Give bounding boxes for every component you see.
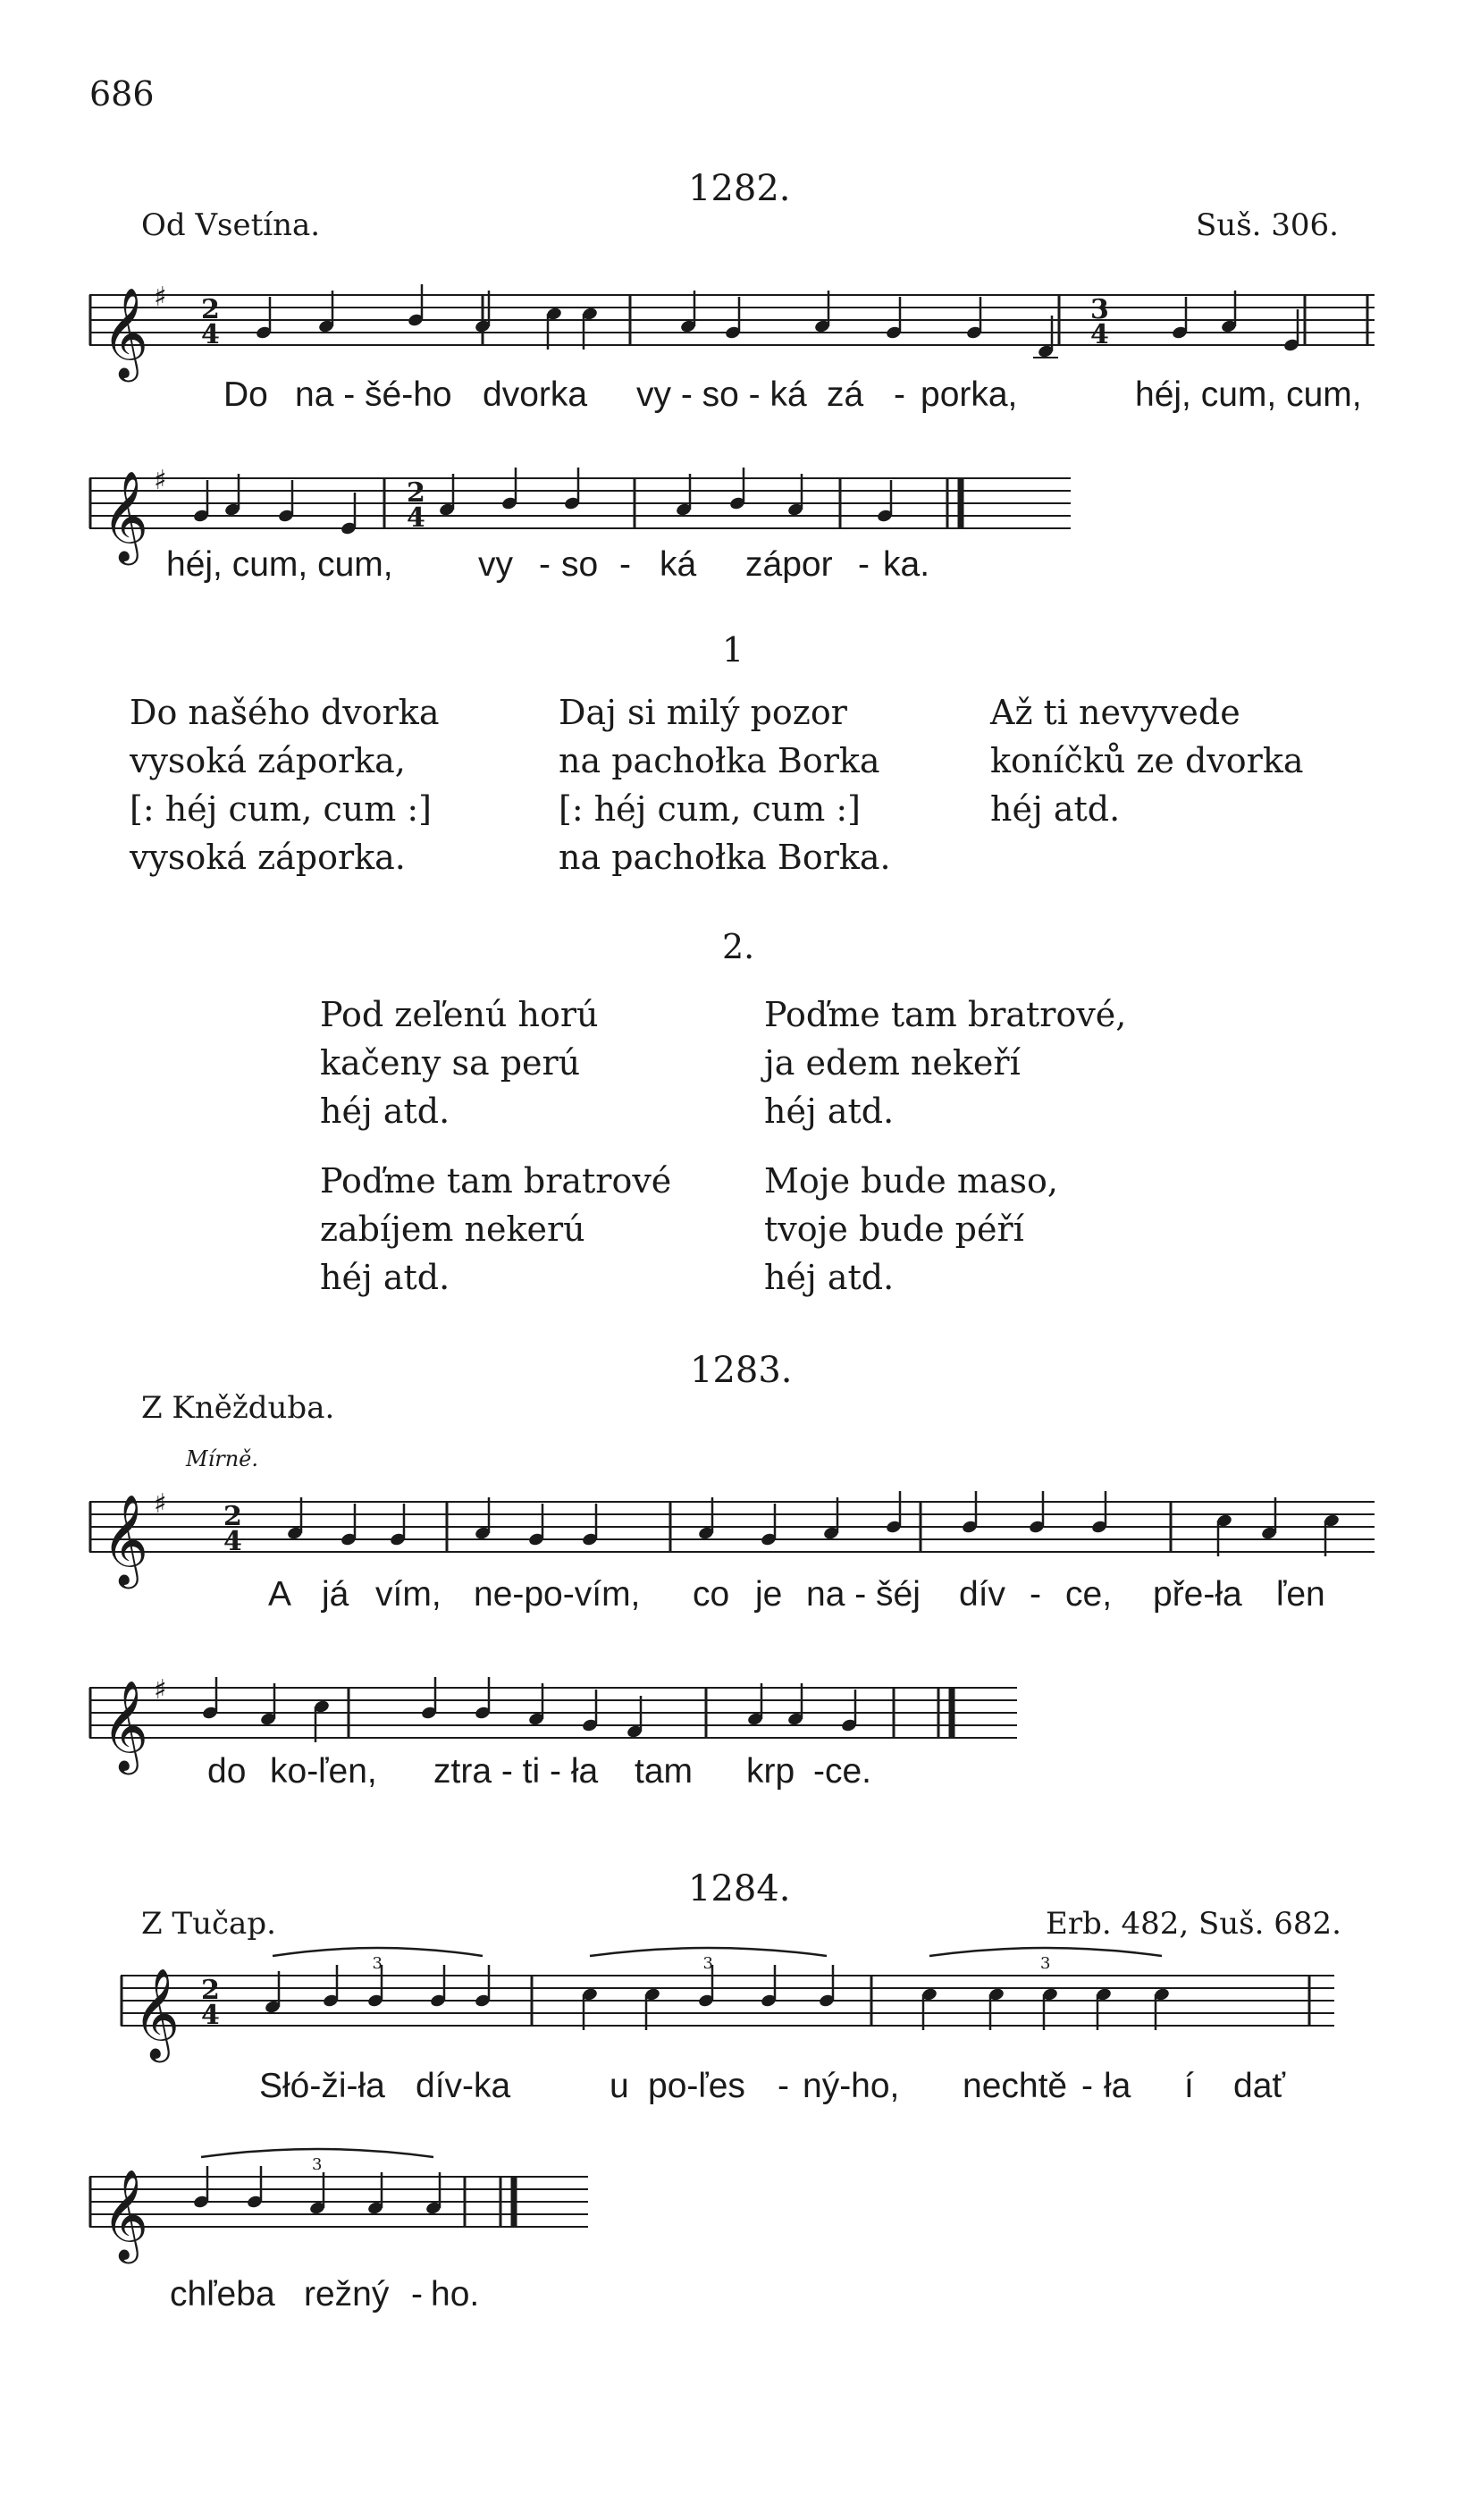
verse-line: zabíjem nekerú: [320, 1209, 585, 1249]
lyric-syllable: vím,: [375, 1575, 441, 1614]
verse-line: Moje bude maso,: [764, 1161, 1058, 1201]
stanza-column: [320, 990, 671, 1302]
music-staff-1283-line1: [89, 1475, 1376, 1585]
stanza-column: [764, 990, 1126, 1302]
lyric-syllable: pře-ła: [1153, 1575, 1242, 1614]
lyrics-line: [0, 2275, 1463, 2320]
lyric-syllable: héj, cum, cum,: [166, 545, 393, 584]
stanza-column: [130, 688, 440, 881]
verse-spacer: [764, 1135, 1126, 1157]
lyric-syllable: já: [322, 1575, 349, 1614]
lyric-syllable: na - šéj: [806, 1575, 921, 1614]
verse-line: Poďme tam bratrové: [320, 1161, 672, 1201]
lyric-syllable: ła: [1104, 2067, 1131, 2105]
stanza-column: [559, 688, 891, 881]
music-staff-1284-line1: [121, 1949, 1336, 2065]
lyric-syllable: ho.: [431, 2275, 480, 2314]
page-number: 686: [89, 74, 155, 114]
time-signature-denominator: 4: [1090, 319, 1109, 350]
verse-line: héj atd.: [764, 1258, 895, 1297]
verse-line: vysoká záporka,: [130, 741, 406, 780]
lyric-syllable: vy: [478, 545, 513, 584]
treble-clef-icon: 𝄞: [102, 469, 149, 561]
music-staff-1284-line2: [89, 2150, 590, 2266]
stanza-label: 1: [722, 630, 744, 670]
verse-line: na pachołka Borka: [559, 741, 880, 780]
song-origin: Od Vsetína.: [141, 207, 321, 243]
lyric-syllable: vy - so - ká: [636, 375, 807, 414]
lyric-syllable: je: [755, 1575, 783, 1614]
key-signature-sharp-icon: ♯: [154, 465, 167, 496]
verse-line: ja edem nekeří: [764, 1043, 1021, 1083]
verse-line: koníčků ze dvorka: [990, 741, 1304, 780]
triplet-mark: 3: [372, 1954, 383, 1973]
lyric-syllable: -ce.: [813, 1752, 872, 1791]
lyric-syllable: -: [1081, 2067, 1093, 2105]
lyric-syllable: ka.: [883, 545, 930, 584]
lyric-syllable: héj, cum, cum,: [1135, 375, 1362, 414]
time-signature-denominator: 4: [201, 319, 220, 350]
triplet-mark: 3: [702, 1954, 713, 1973]
lyric-syllable: po-ľes: [648, 2067, 745, 2105]
song-number: 1283.: [690, 1350, 793, 1391]
song-origin: Z Tučap.: [141, 1906, 276, 1942]
verse-line: Poďme tam bratrové,: [764, 995, 1127, 1034]
song-reference: Erb. 482, Suš. 682.: [1046, 1906, 1341, 1942]
triplet-mark: 3: [312, 2155, 323, 2174]
lyric-syllable: porka,: [921, 375, 1018, 414]
lyric-syllable: krp: [746, 1752, 795, 1791]
lyric-syllable: ný-ho,: [803, 2067, 900, 2105]
lyrics-line: [0, 2067, 1463, 2111]
lyric-syllable: dív: [959, 1575, 1006, 1614]
lyric-syllable: ce,: [1065, 1575, 1113, 1614]
tempo-marking: Mírně.: [186, 1446, 259, 1471]
lyric-syllable: do: [207, 1752, 247, 1791]
key-signature-sharp-icon: ♯: [154, 1488, 167, 1520]
time-signature-numerator: 2: [223, 1501, 242, 1532]
treble-clef-icon: 𝄞: [102, 286, 149, 378]
lyric-syllable: -: [411, 2275, 423, 2314]
lyric-syllable: Do: [223, 375, 268, 414]
verse-line: Daj si milý pozor: [559, 693, 847, 732]
treble-clef-icon: 𝄞: [102, 1493, 149, 1585]
time-signature-denominator: 4: [201, 2000, 220, 2031]
time-signature-numerator: 2: [201, 1975, 220, 2006]
time-signature-numerator: 2: [201, 294, 220, 325]
verse-line: Až ti nevyvede: [990, 693, 1240, 732]
music-staff-1282-line2: [89, 451, 1072, 559]
verse-line: [: héj cum, cum :]: [130, 789, 432, 829]
song-number: 1282.: [688, 168, 791, 209]
lyric-syllable: chľeba: [170, 2275, 275, 2314]
lyric-syllable: -: [619, 545, 631, 584]
lyric-syllable: -: [778, 2067, 789, 2105]
lyric-syllable: u: [610, 2067, 629, 2105]
song-origin: Z Kněžduba.: [141, 1390, 335, 1426]
lyrics-line: [0, 1575, 1463, 1620]
lyric-syllable: zá: [827, 375, 864, 414]
lyric-syllable: zápor: [745, 545, 833, 584]
lyric-syllable: ne-po-vím,: [474, 1575, 641, 1614]
lyric-syllable: dať: [1233, 2067, 1286, 2105]
verse-line: kačeny sa perú: [320, 1043, 581, 1083]
lyric-syllable: í: [1184, 2067, 1194, 2105]
treble-clef-icon: 𝄞: [102, 2168, 149, 2260]
stanza-label: 2.: [722, 927, 755, 966]
lyric-syllable: ľen: [1276, 1575, 1325, 1614]
lyrics-line: [0, 375, 1463, 420]
stanza-column: [990, 688, 1304, 833]
verse-line: na pachołka Borka.: [559, 838, 891, 877]
key-signature-sharp-icon: ♯: [154, 282, 167, 313]
verse-line: héj atd.: [764, 1091, 895, 1131]
time-signature-denominator: 4: [223, 1526, 242, 1557]
lyric-syllable: so: [561, 545, 599, 584]
lyrics-line: [0, 545, 1463, 590]
lyric-syllable: A: [268, 1575, 292, 1614]
lyric-syllable: dvorka: [483, 375, 588, 414]
lyric-syllable: ko-ľen,: [270, 1752, 377, 1791]
lyric-syllable: -: [539, 545, 551, 584]
triplet-mark: 3: [1040, 1954, 1051, 1973]
verse-line: héj atd.: [320, 1091, 450, 1131]
verse-line: Pod zeľenú horú: [320, 995, 599, 1034]
lyric-syllable: tam: [635, 1752, 694, 1791]
song-number: 1284.: [688, 1868, 791, 1909]
verse-spacer: [320, 1135, 671, 1157]
verse-line: vysoká záporka.: [130, 838, 406, 877]
lyric-syllable: na - šé-ho: [295, 375, 452, 414]
lyric-syllable: -: [1030, 1575, 1041, 1614]
lyric-syllable: režný: [304, 2275, 390, 2314]
verse-line: héj atd.: [320, 1258, 450, 1297]
lyric-syllable: dív-ka: [416, 2067, 511, 2105]
key-signature-sharp-icon: ♯: [154, 1674, 167, 1706]
time-signature-numerator: 3: [1090, 294, 1109, 325]
song-reference: Suš. 306.: [1196, 207, 1339, 243]
verse-line: tvoje bude péří: [764, 1209, 1024, 1249]
lyric-syllable: nechtě: [963, 2067, 1068, 2105]
time-signature-numerator: 2: [407, 477, 425, 509]
verse-line: héj atd.: [990, 789, 1121, 829]
lyric-syllable: -: [894, 375, 905, 414]
verse-line: Do našého dvorka: [130, 693, 440, 732]
lyric-syllable: Słó-ži-ła: [259, 2067, 385, 2105]
lyric-syllable: ztra - ti - ła: [433, 1752, 599, 1791]
music-staff-1282-line1: [89, 268, 1376, 378]
lyric-syllable: ká: [660, 545, 697, 584]
treble-clef-icon: 𝄞: [102, 1679, 149, 1771]
time-signature-denominator: 4: [407, 502, 425, 534]
lyric-syllable: co: [693, 1575, 730, 1614]
lyric-syllable: -: [858, 545, 870, 584]
verse-line: [: héj cum, cum :]: [559, 789, 861, 829]
lyrics-line: [0, 1752, 1463, 1797]
treble-clef-icon: 𝄞: [133, 1967, 181, 2059]
